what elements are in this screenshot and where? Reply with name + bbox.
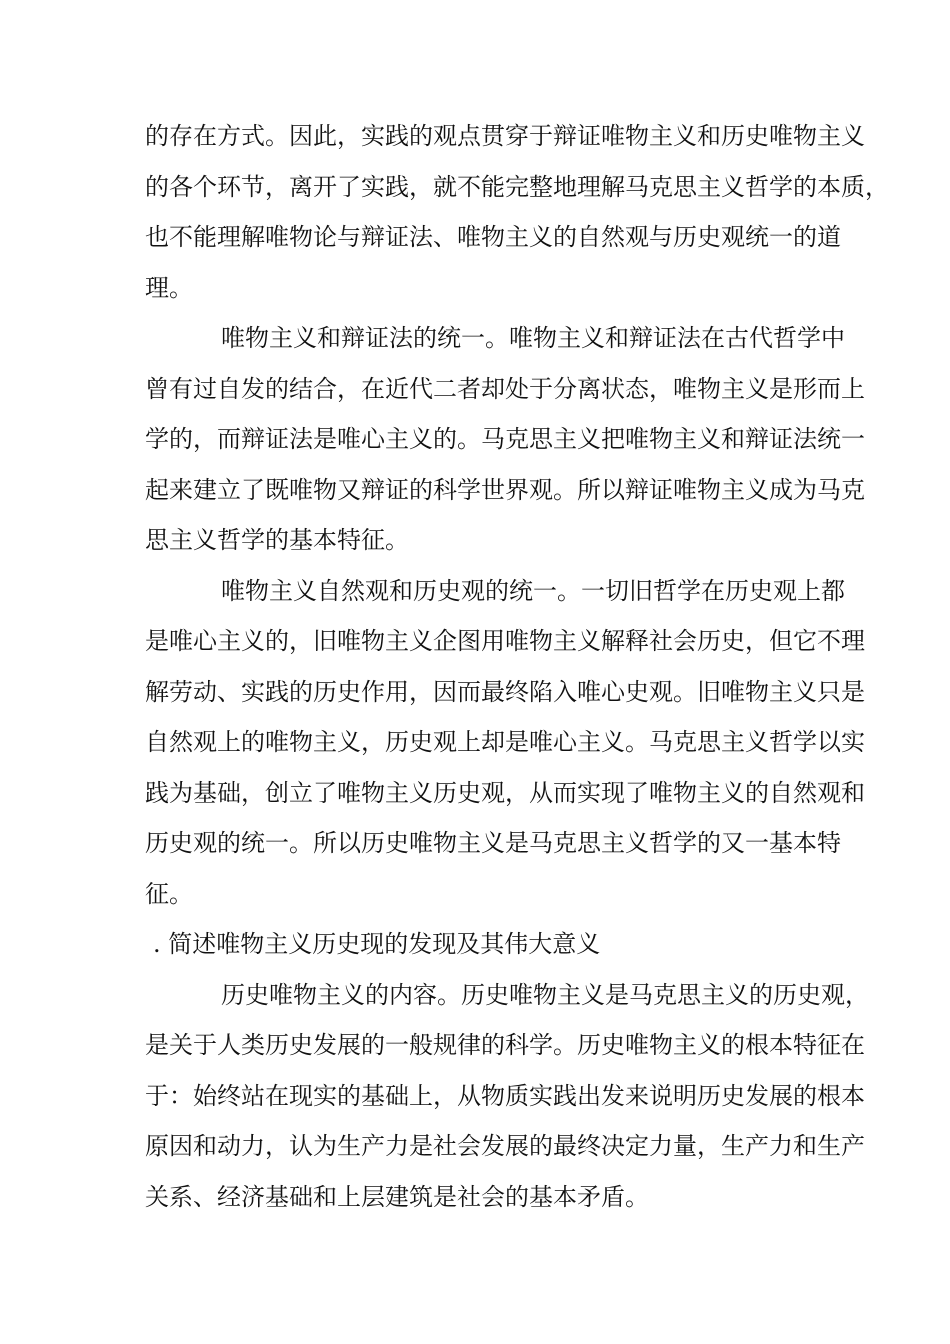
text-line: 于：始终站在现实的基础上，从物质实践出发来说明历史发展的根本: [145, 1081, 865, 1110]
section-heading: . 简述唯物主义历史现的发现及其伟大意义: [153, 930, 601, 958]
text-line: 践为基础，创立了唯物主义历史观，从而实现了唯物主义的自然观和: [145, 778, 865, 807]
text-line: 关系、经济基础和上层建筑是社会的基本矛盾。: [145, 1182, 649, 1211]
text-line: 理。: [145, 273, 193, 302]
text-line: 曾有过自发的结合，在近代二者却处于分离状态，唯物主义是形而上: [145, 374, 865, 403]
text-line: 起来建立了既唯物又辩证的科学世界观。所以辩证唯物主义成为马克: [145, 475, 865, 504]
paragraph-start-line: 唯物主义和辩证法的统一。唯物主义和辩证法在古代哲学中: [221, 324, 845, 352]
text-line: 解劳动、实践的历史作用，因而最终陷入唯心史观。旧唯物主义只是: [145, 677, 865, 706]
text-line: 历史观的统一。所以历史唯物主义是马克思主义哲学的又一基本特: [145, 829, 841, 857]
document-body: [145, 111, 889, 1222]
text-line: 征。: [145, 879, 193, 908]
text-line: 原因和动力，认为生产力是社会发展的最终决定力量，生产力和生产: [145, 1132, 865, 1160]
text-line: 学的，而辩证法是唯心主义的。马克思主义把唯物主义和辩证法统一: [145, 425, 865, 453]
text-line: 的存在方式。因此，实践的观点贯穿于辩证唯物主义和历史唯物主义: [145, 122, 865, 150]
text-line: 也不能理解唯物论与辩证法、唯物主义的自然观与历史观统一的道: [145, 223, 841, 251]
paragraph-start-line: 历史唯物主义的内容。历史唯物主义是马克思主义的历史观，: [221, 980, 869, 1009]
paragraph-start-line: 唯物主义自然观和历史观的统一。一切旧哲学在历史观上都: [221, 576, 845, 605]
text-line: 自然观上的唯物主义，历史观上却是唯心主义。马克思主义哲学以实: [145, 728, 865, 756]
text-line: 思主义哲学的基本特征。: [145, 526, 409, 554]
text-line: 的各个环节，离开了实践，就不能完整地理解马克思主义哲学的本质，: [145, 172, 889, 201]
text-line: 是唯心主义的，旧唯物主义企图用唯物主义解释社会历史，但它不理: [145, 627, 865, 655]
text-line: 是关于人类历史发展的一般规律的科学。历史唯物主义的根本特征在: [145, 1031, 865, 1059]
